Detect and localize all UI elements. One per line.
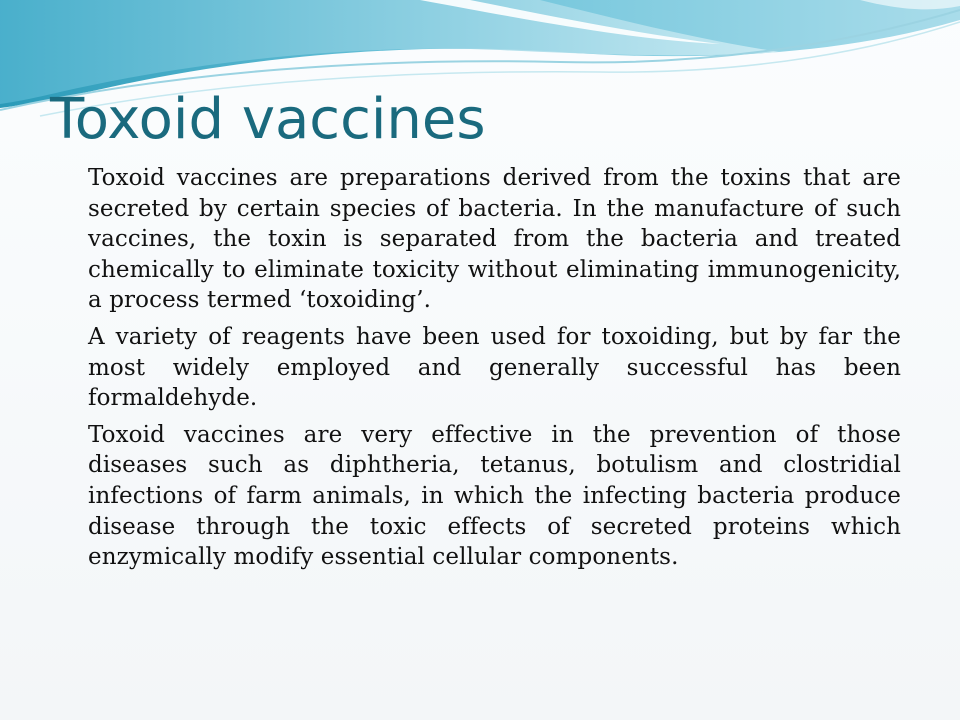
- paragraph-definition: Toxoid vaccines are preparations derived from the toxins that are secreted by certain species of bacteria. In the manufacture of such vaccines, the toxin is separated from the bacteria and treated chemically to eliminate toxicity without eliminating immunogenicity, a process termed ‘toxoiding’.: [88, 165, 901, 314]
- paragraph-reagents: A variety of reagents have been used for toxoiding, but by far the most widely employed and generally successful has been formaldehyde.: [88, 323, 901, 412]
- paragraph-effectiveness: Toxoid vaccines are very effective in the prevention of those diseases such as diphtheria, tetanus, botulism and clostridial infections of farm animals, in which the infecting bacteria produce disease through the toxic effects of secreted proteins which enzymically modify essential cellular components.: [88, 421, 901, 571]
- slide-title: Toxoid vaccines: [50, 87, 486, 152]
- slide-body: [88, 163, 901, 579]
